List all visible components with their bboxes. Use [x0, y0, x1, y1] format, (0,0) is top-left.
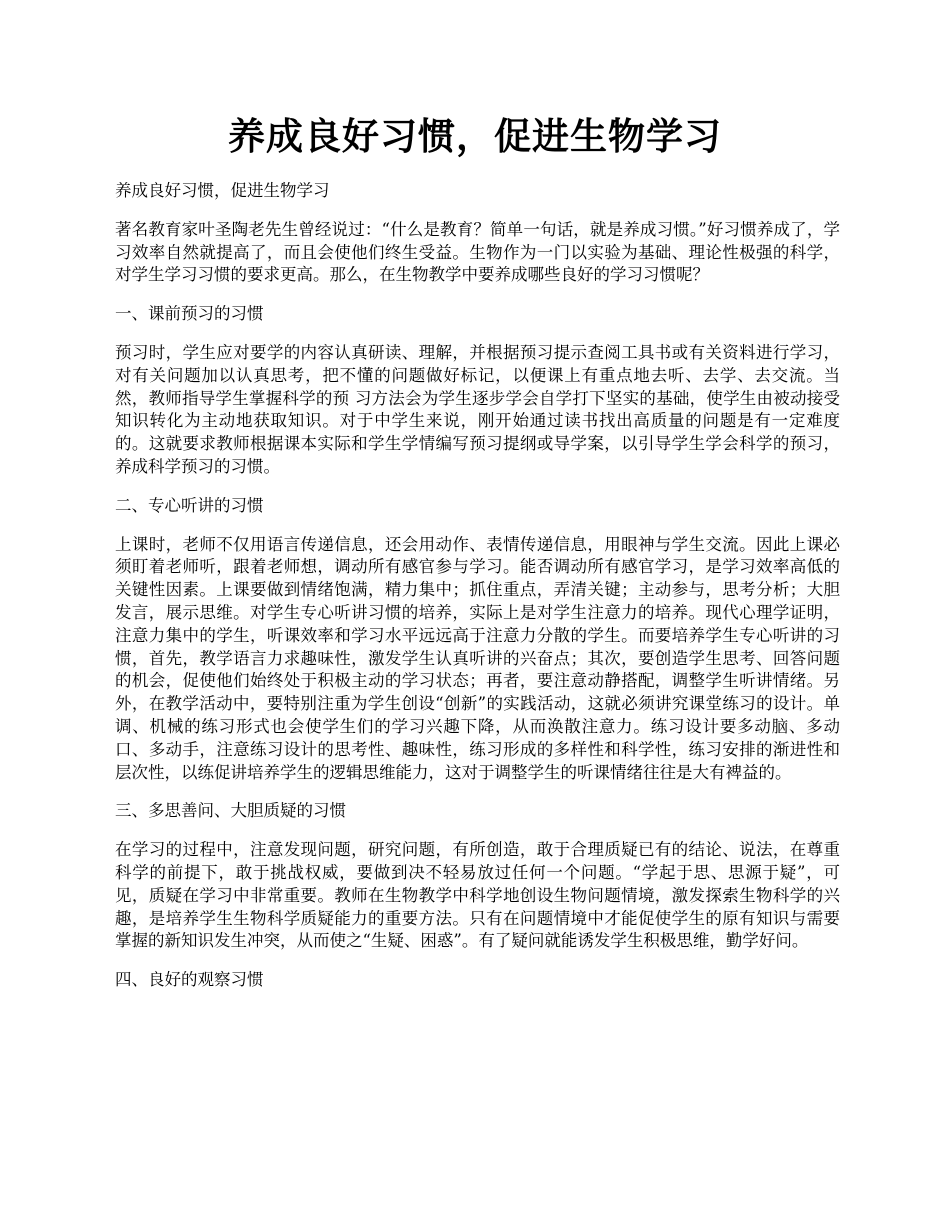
section-heading-questioning: 三、多思善问、大胆质疑的习惯: [115, 801, 346, 821]
document-body: [115, 180, 840, 1008]
document-subtitle: 养成良好习惯，促进生物学习: [115, 181, 330, 200]
section-heading-preview: 一、课前预习的习惯: [115, 304, 264, 324]
section-paragraph-questioning: 在学习的过程中，注意发现问题，研究问题，有所创造，敢于合理质疑已有的结论、说法，在尊重科学的前提下，敢于挑战权威，要做到决不轻易放过任何一个问题。“学起于思、思源于疑”，可见，质疑在学习中非常重要。教师在生物教学中科学地创设生物问题情境，激发探索生物科学的兴趣，是培养学生生物科学质疑能力的重要方法。只有在问题情境中才能促使学生的原有知识与需要掌握的新知识发生冲突，从而使之“生疑、困惑”。有了疑问就能诱发学生积极思维，勤学好问。: [115, 840, 840, 951]
section-heading-listening: 二、专心听讲的习惯: [115, 495, 264, 515]
section-paragraph-preview: 预习时，学生应对要学的内容认真研读、理解，并根据预习提示查阅工具书或有关资料进行学习，对有关问题加以认真思考，把不懂的问题做好标记，以便课上有重点地去听、去学、去交流。当然，教师指导学生掌握科学的预 习方法会为学生逐步学会自学打下坚实的基础，使学生由被动接受知识转化为主动地获取知识。对于中学生来说，刚开始通过读书找出高质量的问题是有一定难度的。这就要求教师根据课本实际和学生学情编写预习提纲或导学案，以引导学生学会科学的预习，养成科学预习的习惯。: [115, 342, 840, 476]
section-paragraph-listening: 上课时，老师不仅用语言传递信息，还会用动作、表情传递信息，用眼神与学生交流。因此上课必须盯着老师听，跟着老师想，调动所有感官参与学习。能否调动所有感官学习，是学习效率高低的关键性因素。上课要做到情绪饱满，精力集中；抓住重点，弄清关键；主动参与，思考分析；大胆发言，展示思维。对学生专心听讲习惯的培养，实际上是对学生注意力的培养。现代心理学证明，注意力集中的学生，听课效率和学习水平远远高于注意力分散的学生。而要培养学生专心听讲的习惯，首先，教学语言力求趣味性，激发学生认真听讲的兴奋点；其次，要创造学生思考、回答问题的机会，促使他们始终处于积极主动的学习状态；再者，要注意动静搭配，调整学生听讲情绪。另外，在教学活动中，要特别注重为学生创设“创新”的实践活动，这就必须讲究课堂练习的设计。单调、机械的练习形式也会使学生们的学习兴趣下降，从而涣散注意力。练习设计要多动脑、多动口、多动手，注意练习设计的思考性、趣味性，练习形成的多样性和科学性，练习安排的渐进性和层次性，以练促讲培养学生的逻辑思维能力，这对于调整学生的听课情绪往往是大有裨益的。: [115, 534, 840, 782]
section-heading-observation: 四、良好的观察习惯: [115, 970, 264, 990]
document-title: 养成良好习惯，促进生物学习: [228, 114, 722, 158]
intro-paragraph: 著名教育家叶圣陶老先生曾经说过：“什么是教育？简单一句话，就是养成习惯。”好习惯养成了，学习效率自然就提高了，而且会使他们终生受益。生物作为一门以实验为基础、理论性极强的科学，对学生学习习惯的要求更高。那么，在生物教学中要养成哪些良好的学习习惯呢？: [115, 219, 840, 285]
